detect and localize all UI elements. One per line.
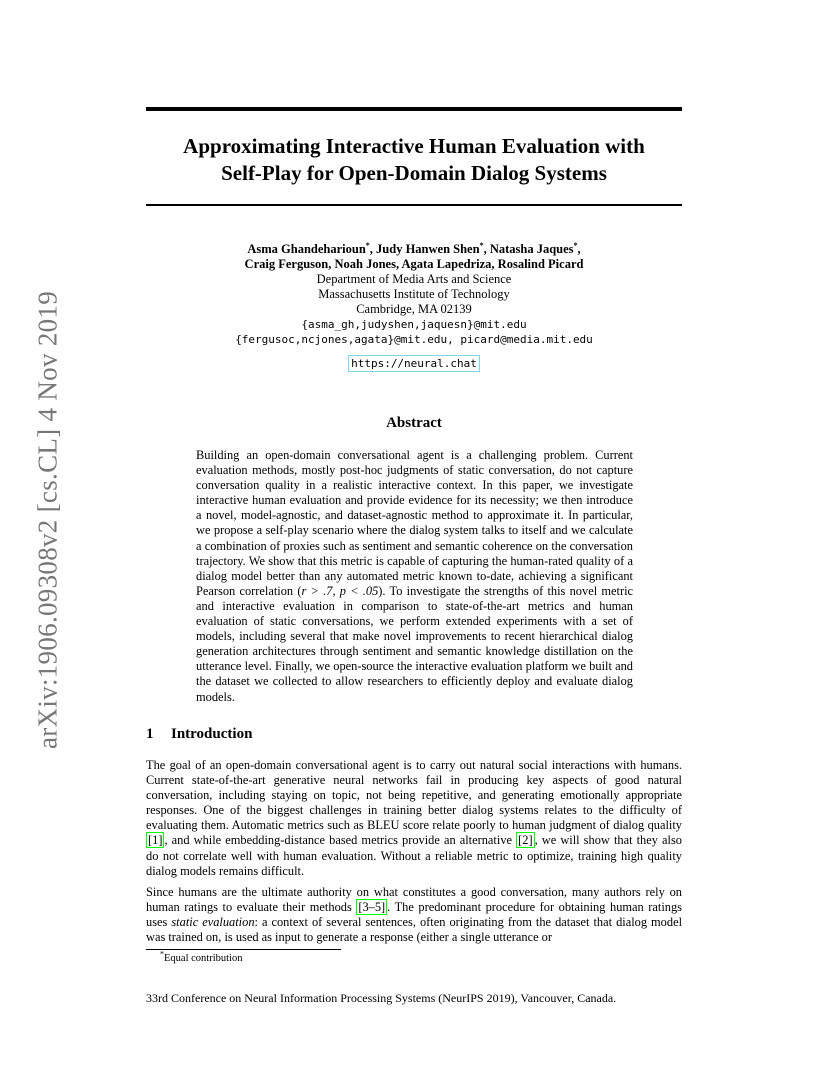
citation-link[interactable]: [3–5] bbox=[358, 900, 386, 915]
footnote-rule bbox=[146, 949, 341, 950]
title-line-1: Approximating Interactive Human Evaluation with bbox=[183, 134, 645, 158]
footnote bbox=[160, 949, 243, 964]
intro-p2-emphasis: static evaluation bbox=[171, 915, 255, 930]
intro-p1-text-b: , and while embedding-distance based metrics provide an alternative bbox=[164, 833, 517, 848]
abstract-text bbox=[196, 448, 633, 705]
abstract-part-2: ). To investigate the strengths of this novel metric and interactive evaluation in comparison to state-of-the-art metrics and human evaluation of static conversations, we perform extended experiments with a set of models, including several that make novel improvements to recent hierarchical dialog generation architectures through sentiment and semantic knowledge distillation on the utterance level. Finally, we open-source the interactive evaluation platform we built and the dataset we collected to allow researchers to efficiently deploy and evaluate dialog models. bbox=[196, 583, 634, 704]
institution: Massachusetts Institute of Technology bbox=[318, 287, 510, 301]
title-top-rule bbox=[146, 107, 682, 111]
intro-p1-text-a: The goal of an open-domain conversational agent is to carry out natural social interactions with humans. Current state-of-the-art generative neural networks fail in producing key aspects of good natural conversation, including staying on topic, not being repetitive, and generating emotionally appropriate responses. One of the biggest challenges in training better dialog systems relates to the difficulty of evaluating them. Automatic metrics such as BLEU score relate poorly to human judgment of dialog quality bbox=[146, 758, 682, 833]
section-heading bbox=[146, 726, 252, 743]
title-bottom-rule bbox=[146, 204, 682, 206]
author-line-2: Craig Ferguson, Noah Jones, Agata Lapedriza, Rosalind Picard bbox=[244, 257, 584, 271]
intro-paragraph-1 bbox=[146, 758, 682, 879]
equal-contribution-mark: * bbox=[365, 240, 370, 250]
project-url-link[interactable]: https://neural.chat bbox=[348, 355, 480, 372]
footnote-mark: * bbox=[160, 949, 164, 959]
department: Department of Media Arts and Science bbox=[316, 272, 512, 286]
title-line-2: Self-Play for Open-Domain Dialog Systems bbox=[221, 161, 607, 185]
author-block bbox=[146, 242, 682, 372]
citation-link[interactable]: [1] bbox=[148, 833, 163, 848]
author-line-1: Asma Ghandeharioun*, Judy Hanwen Shen*, Natasha Jaques*, bbox=[247, 240, 581, 256]
intro-p2-text-c: : a context of several sentences, often originating from the dataset that dialog model was trained on, is used as input to generate a response (either a single utterance or bbox=[146, 915, 683, 945]
abstract-heading: Abstract bbox=[386, 415, 442, 431]
section-title-text: Introduction bbox=[171, 726, 253, 742]
abstract-part-1: Building an open-domain conversational agent is a challenging problem. Current evaluation methods, mostly post-hoc judgments of static conversation, do not capture conversation quality in a realistic interactive context. In this paper, we investigate interactive human evaluation and provide evidence for its necessity; we then introduce a novel, model-agnostic, and dataset-agnostic method to approximate it. In particular, we propose a self-play scenario where the dialog system talks to itself and we calculate a combination of proxies such as sentiment and semantic coherence on the conversation trajectory. We show that this metric is capable of capturing the human-rated quality of a dialog model better than any automated metric known to-date, achieving a significant Pearson correlation ( bbox=[196, 448, 633, 598]
equal-contribution-mark: * bbox=[479, 240, 484, 250]
author-shen: Judy Hanwen Shen bbox=[376, 242, 480, 256]
paper-title bbox=[146, 133, 682, 187]
citation-link[interactable]: [2] bbox=[518, 833, 533, 848]
intro-p2-text-b: . The predominant procedure for obtaining human ratings uses bbox=[146, 900, 682, 930]
arxiv-identifier: arXiv:1906.09308v2 [cs.CL] 4 Nov 2019 bbox=[32, 290, 63, 750]
conference-venue: 33rd Conference on Neural Information Processing Systems (NeurIPS 2019), Vancouver, Canada. bbox=[146, 991, 617, 1005]
city: Cambridge, MA 02139 bbox=[356, 302, 472, 316]
email-line-1: {asma_gh,judyshen,jaquesn}@mit.edu bbox=[301, 318, 527, 331]
intro-p1-text-c: , we will show that they also do not correlate well with human evaluation. Without a reliable metric to optimize, training high quality dialog models remains difficult. bbox=[146, 833, 682, 878]
author-ghandeharioun: Asma Ghandeharioun bbox=[247, 242, 366, 256]
abstract-math: r > .7, p < .05 bbox=[301, 583, 379, 598]
author-jaques: Natasha Jaques bbox=[489, 242, 574, 256]
intro-paragraph-2 bbox=[146, 885, 682, 945]
section-number: 1 bbox=[146, 726, 154, 742]
email-line-2: {fergusoc,ncjones,agata}@mit.edu, picard@media.mit.edu bbox=[235, 333, 593, 346]
intro-p2-text-a: Since humans are the ultimate authority on what constitutes a good conversation, many authors rely on human ratings to evaluate their methods bbox=[146, 885, 682, 915]
equal-contribution-mark: * bbox=[573, 240, 578, 250]
footnote-text: Equal contribution bbox=[164, 953, 243, 964]
